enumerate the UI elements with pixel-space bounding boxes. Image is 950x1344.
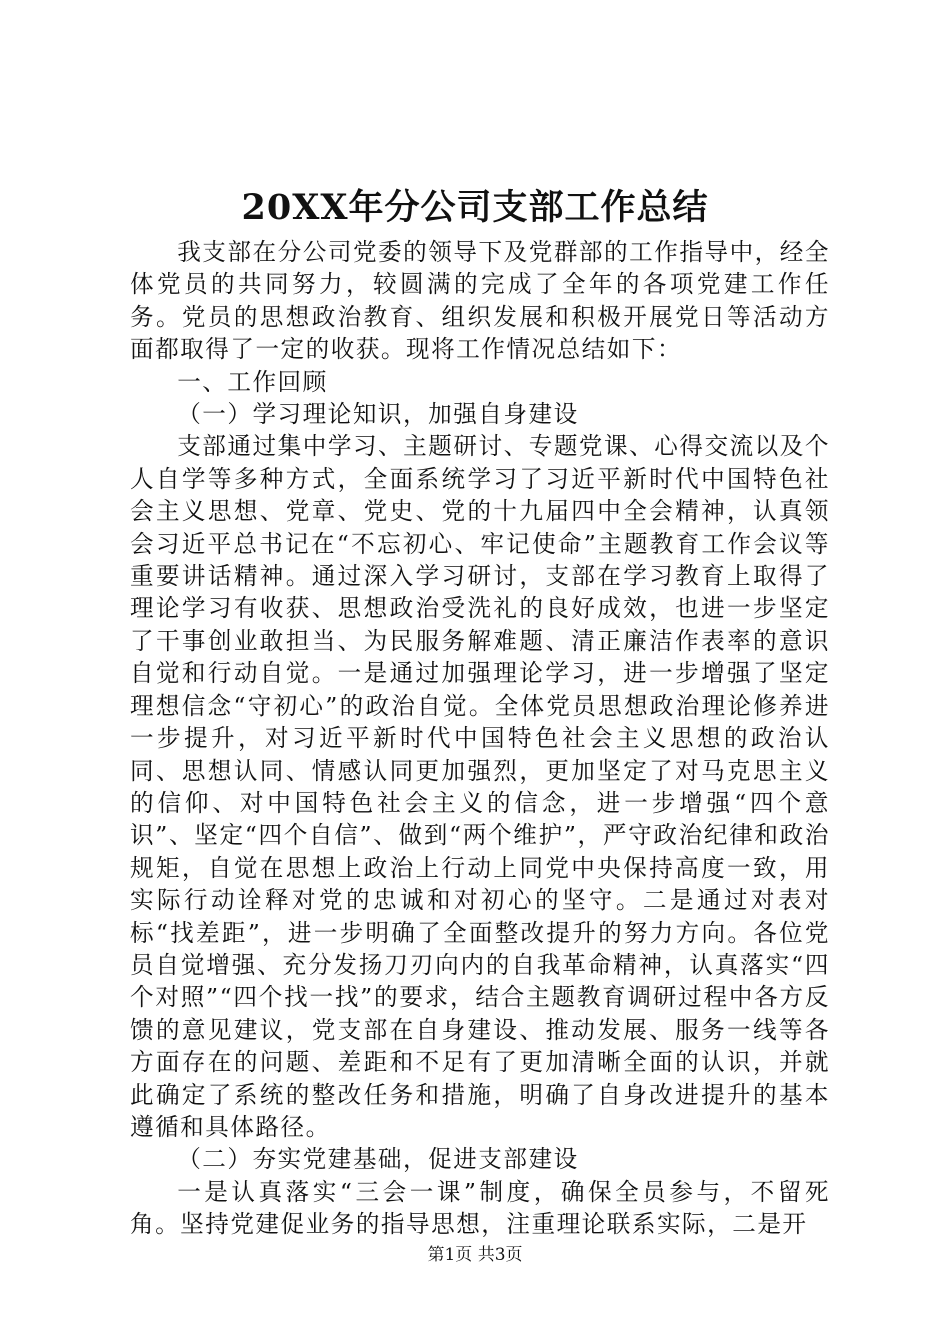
document-title: 20XX年分公司支部工作总结 <box>241 187 709 228</box>
subsection-heading-1: （一）学习理论知识，加强自身建设 <box>177 400 579 429</box>
document-body <box>130 236 830 1241</box>
paragraph-foundation: 一是认真落实“三会一课”制度，确保全员参与，不留死角。坚持党建促业务的指导思想，注重理论联系实际，二是开 <box>130 1177 830 1239</box>
paragraph-intro: 我支部在分公司党委的领导下及党群部的工作指导中，经全体党员的共同努力，较圆满的完成了全年的各项党建工作任务。党员的思想政治教育、组织发展和积极开展党日等活动方面都取得了一定的收获。现将工作情况总结如下： <box>130 238 830 364</box>
section-heading-review: 一、工作回顾 <box>177 367 328 396</box>
paragraph-study: 支部通过集中学习、主题研讨、专题党课、心得交流以及个人自学等多种方式，全面系统学习了习近平新时代中国特色社会主义思想、党章、党史、党的十九届四中全会精神，认真领会习近平总书记在“不忘初心、牢记使命”主题教育工作会议等重要讲话精神。通过深入学习研讨，支部在学习教育上取得了理论学习有收获、思想政治受洗礼的良好成效，也进一步坚定了干事创业敢担当、为民服务解难题、清正廉洁作表率的意识自觉和行动自觉。一是通过加强理论学习，进一步增强了坚定理想信念“守初心”的政治自觉。全体党员思想政治理论修养进一步提升，对习近平新时代中国特色社会主义思想的政治认同、思想认同、情感认同更加强烈，更加坚定了对马克思主义的信仰、对中国特色社会主义的信念，进一步增强“四个意识”、坚定“四个自信”、做到“两个维护”，严守政治纪律和政治规矩，自觉在思想上政治上行动上同党中央保持高度一致，用实际行动诠释对党的忠诚和对初心的坚守。二是通过对表对标“找差距”，进一步明确了全面整改提升的努力方向。各位党员自觉增强、充分发扬刀刃向内的自我革命精神，认真落实“四个对照”“四个找一找”的要求，结合主题教育调研过程中各方反馈的意见建议，党支部在自身建设、推动发展、服务一线等各方面存在的问题、差距和不足有了更加清晰全面的认识，并就此确定了系统的整改任务和措施，明确了自身改进提升的基本遵循和具体路径。 <box>130 432 830 1141</box>
subsection-heading-2: （二）夯实党建基础，促进支部建设 <box>177 1145 579 1174</box>
page-footer: 第1页 共3页 <box>427 1245 523 1265</box>
